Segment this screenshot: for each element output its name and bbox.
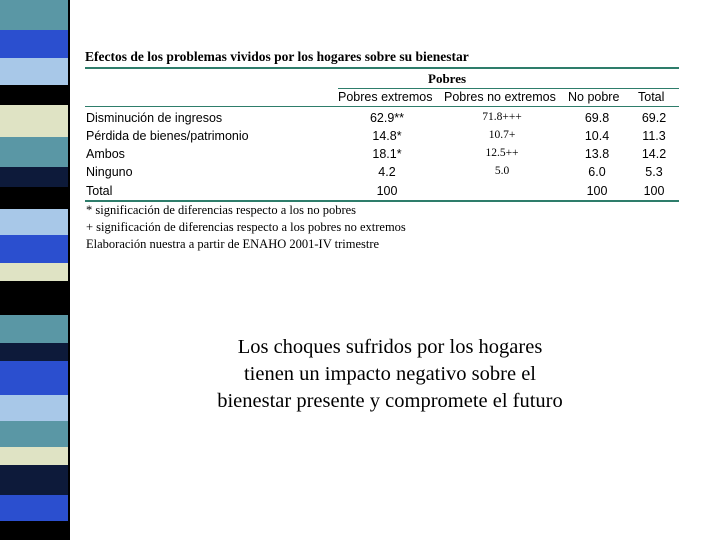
table-cell: 100 [376, 184, 398, 198]
column-header-total: Total [638, 90, 665, 104]
table-note: * significación de diferencias respecto a los no pobres [86, 203, 357, 217]
table-cell: 11.3 [642, 129, 666, 143]
column-header-rule [85, 106, 679, 107]
table-cell: 5.3 [645, 165, 663, 179]
row-label: Ambos [86, 147, 125, 161]
table-cell: 69.2 [641, 111, 667, 125]
table-cell: 6.0 [588, 165, 606, 179]
table-top-rule [85, 67, 679, 69]
table-cell: 12.5++ [485, 147, 519, 159]
table-bottom-rule [85, 200, 679, 202]
table-cell: 18.1* [372, 147, 402, 161]
table-cell: 62.9** [369, 111, 405, 125]
table-cell: 14.8* [372, 129, 402, 143]
table-cell: 13.8 [584, 147, 610, 161]
caption-line: tienen un impacto negativo sobre el [243, 363, 537, 385]
column-header-no-pobre: No pobre [568, 90, 620, 104]
row-label: Pérdida de bienes/patrimonio [86, 129, 249, 143]
column-header-pobres-no-extremos: Pobres no extremos [444, 90, 556, 104]
table-note: + significación de diferencias respecto a los pobres no extremos [86, 220, 406, 234]
table-title: Efectos de los problemas vividos por los hogares sobre su bienestar [85, 49, 469, 64]
table-cell: 4.2 [378, 165, 396, 179]
table-cell: 100 [643, 184, 665, 198]
group-header-pobres: Pobres [428, 71, 467, 86]
row-label: Total [86, 184, 113, 198]
table-cell: 71.8+++ [482, 111, 522, 123]
caption-line: Los choques sufridos por los hogares [237, 336, 543, 358]
table-cell: 100 [586, 184, 608, 198]
table-cell: 10.7+ [488, 129, 516, 141]
row-label: Ninguno [86, 165, 133, 179]
table-cell: 10.4 [584, 129, 610, 143]
column-header-pobres-extremos: Pobres extremos [338, 90, 433, 104]
table-cell: 69.8 [584, 111, 610, 125]
row-label: Disminución de ingresos [86, 111, 223, 125]
table-cell: 14.2 [641, 147, 667, 161]
caption [150, 334, 630, 415]
table-cell: 5.0 [494, 165, 510, 177]
decorative-side-stripe [0, 0, 68, 540]
group-header-rule [338, 88, 679, 89]
caption-line: bienestar presente y compromete el futuro [217, 390, 563, 412]
table-source-note: Elaboración nuestra a partir de ENAHO 2001-IV trimestre [86, 237, 380, 251]
